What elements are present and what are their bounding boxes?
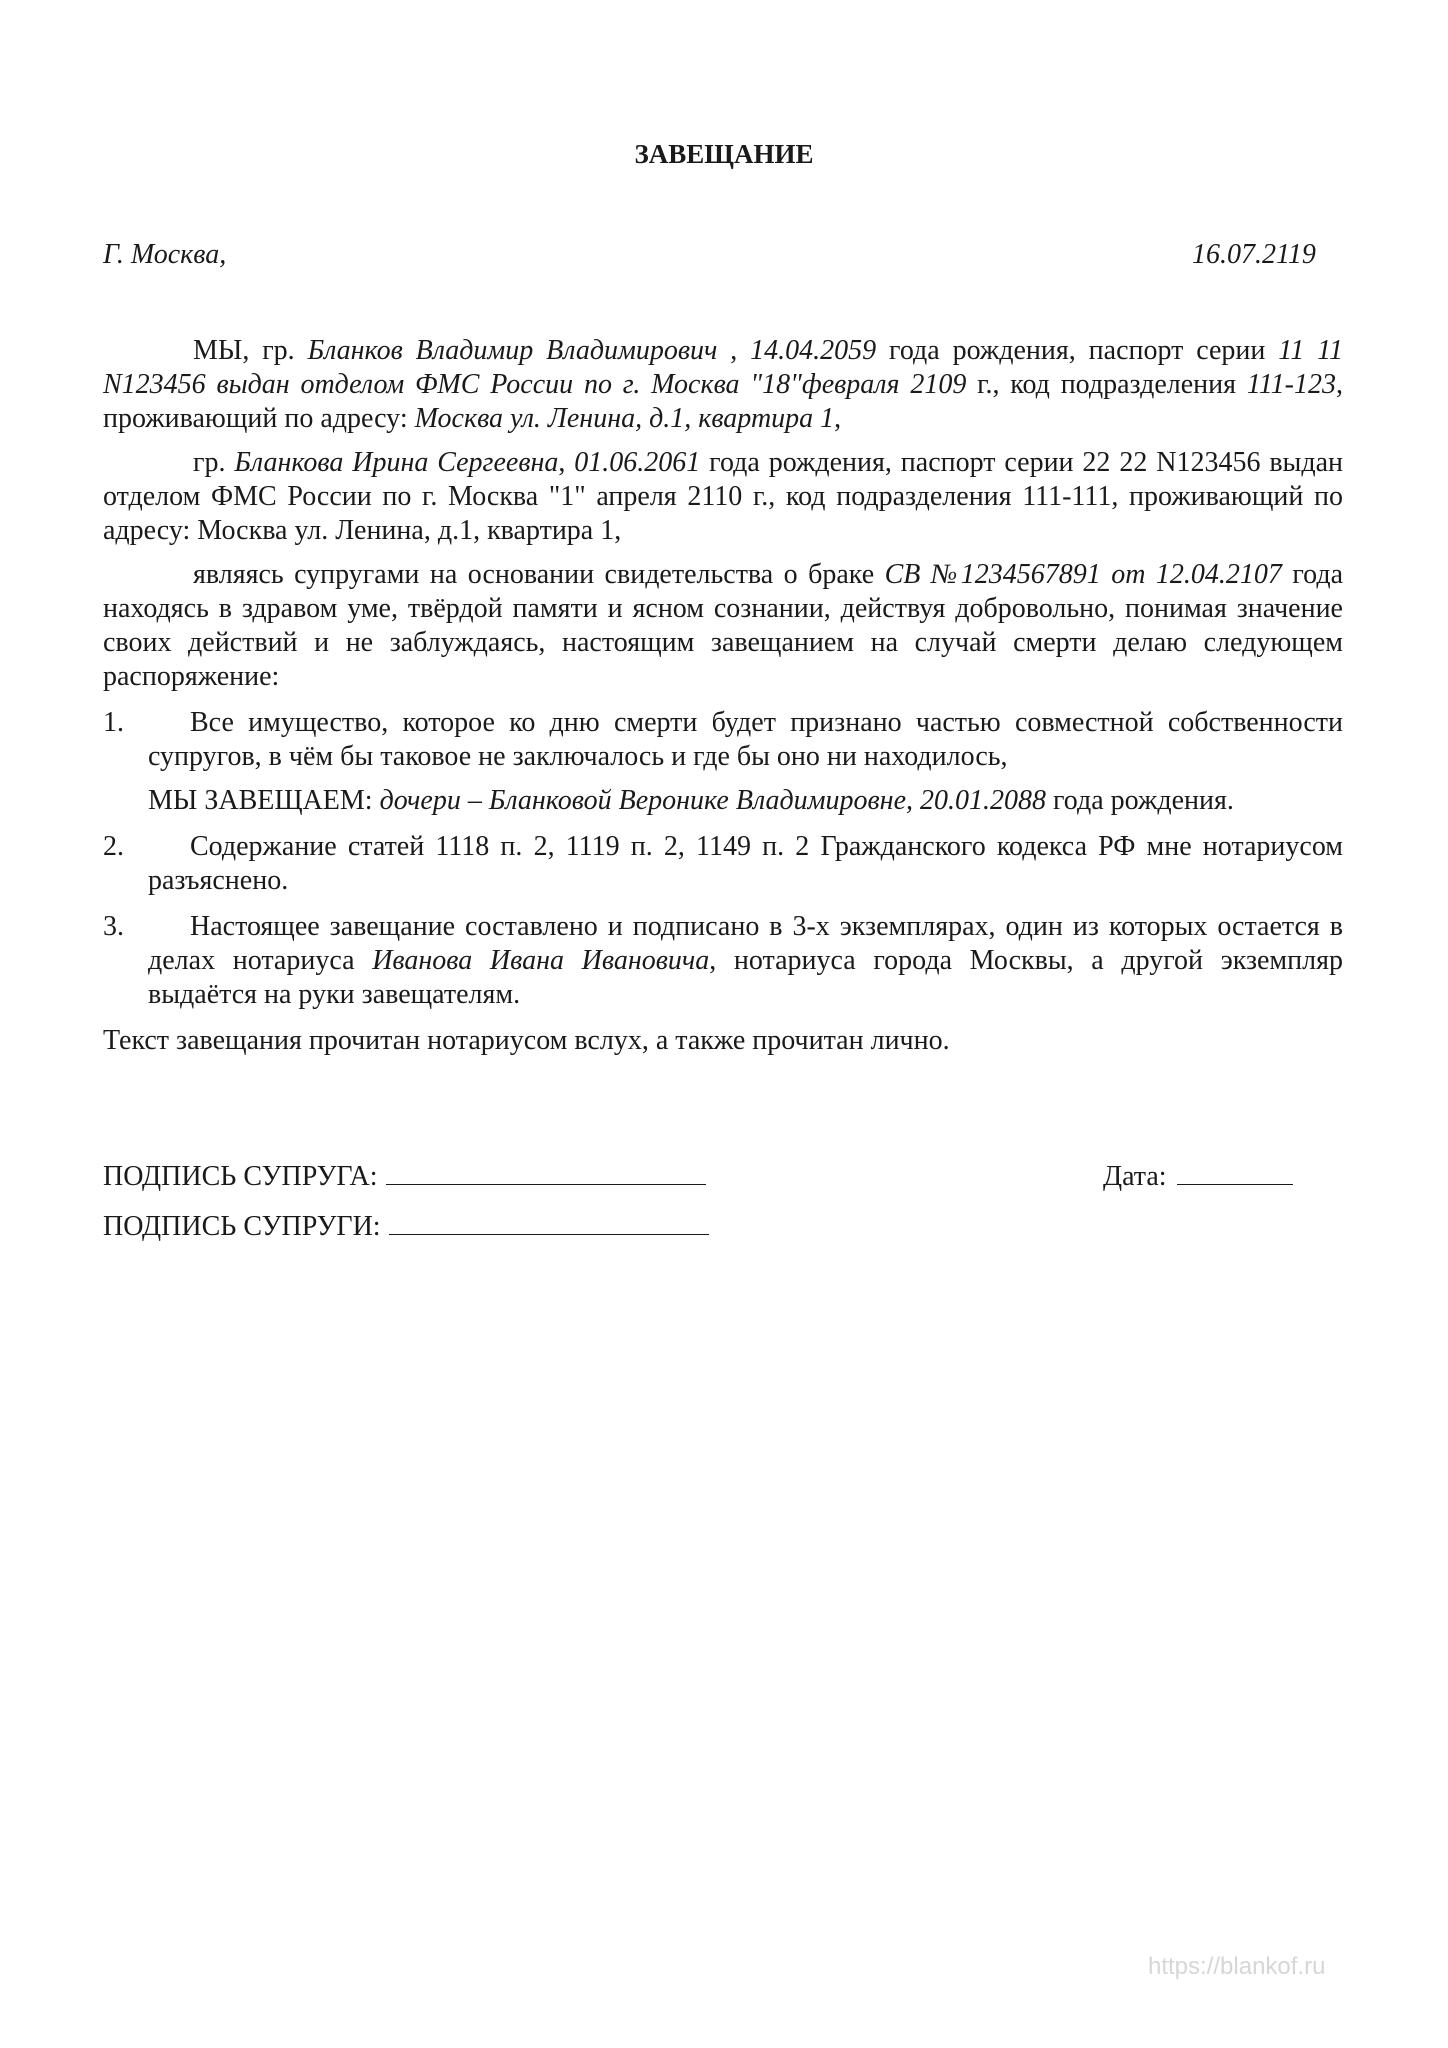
item-number: 1.	[103, 707, 124, 738]
notary-name: Иванова Ивана Ивановича	[372, 945, 710, 976]
paragraph-husband: МЫ, гр. Бланков Владимир Владимирович , 14.04.2059 года рождения, паспорт серии 11 11 N123456 выдан отделом ФМС России по г. Москва "18"февраля 2109 г., код подразделения 111-123, проживающий по адресу: Москва ул. Ленина, д.1, квартира 1,	[103, 335, 1344, 434]
item-text: Все имущество, которое ко дню смерти будет признано частью совместной собственности супругов, в чём бы таковое не заключалось и где бы оно ни находилось,	[148, 707, 1343, 772]
wife-signature-row	[103, 1208, 709, 1244]
item-text: Содержание статей 1118 п. 2, 1119 п. 2, 1149 п. 2 Гражданского кодекса РФ мне нотариусом разъяснено.	[148, 831, 1343, 896]
city: Г. Москва,	[103, 239, 227, 270]
item-text: Настоящее завещание составлено и подписано в 3-х экземплярах, один из которых остается в делах нотариуса Иванова Ивана Ивановича, нотариуса города Москвы, а другой экземпляр выдаётся на руки завещателям.	[148, 911, 1343, 1010]
wife-signature-line[interactable]	[389, 1208, 709, 1235]
husband-signature-line[interactable]	[386, 1158, 706, 1185]
bequest-clause: МЫ ЗАВЕЩАЕМ: дочери – Бланковой Веронике Владимировне, 20.01.2088 года рождения.	[148, 785, 1234, 816]
list-item	[103, 910, 1343, 1012]
husband-birthdate: 14.04.2059	[750, 335, 877, 366]
husband-signature-label: ПОДПИСЬ СУПРУГА:	[103, 1161, 378, 1192]
heir: дочери – Бланковой Веронике Владимировне, 20.01.2088	[379, 785, 1047, 816]
paragraph-wife: гр. Бланкова Ирина Сергеевна, 01.06.2061 года рождения, паспорт серии 22 22 N123456 выдан отделом ФМС России по г. Москва "1" апреля 2110 г., код подразделения 111-111, проживающий по адресу: Москва ул. Ленина, д.1, квартира 1,	[103, 447, 1344, 546]
document-date: 16.07.2119	[1192, 239, 1316, 270]
list-item	[103, 706, 1343, 774]
list-item	[103, 830, 1343, 898]
wife-name: Бланкова Ирина Сергеевна	[234, 447, 559, 478]
husband-passport: 11 11 N123456 выдан отделом ФМС России по г. Москва "18"февраля 2109	[103, 335, 1344, 400]
document-title: ЗАВЕЩАНИЕ	[634, 139, 814, 169]
item-number: 2.	[103, 831, 124, 862]
wife-birthdate: 01.06.2061	[574, 447, 701, 478]
watermark: https://blankof.ru	[1148, 1953, 1326, 1980]
husband-signature-row	[103, 1158, 706, 1194]
date-blank-line[interactable]	[1177, 1158, 1293, 1185]
husband-address: Москва ул. Ленина, д.1, квартира 1	[414, 403, 835, 434]
marriage-certificate: СВ №1234567891 от 12.04.2107	[884, 559, 1282, 590]
date-field	[1103, 1158, 1293, 1194]
husband-division-code: 111-123	[1246, 369, 1336, 400]
date-label: Дата:	[1103, 1161, 1167, 1192]
husband-name: Бланков Владимир Владимирович	[307, 335, 718, 366]
item-number: 3.	[103, 911, 124, 942]
wife-signature-label: ПОДПИСЬ СУПРУГИ:	[103, 1211, 381, 1242]
paragraph-marriage: являясь супругами на основании свидетельства о браке СВ №1234567891 от 12.04.2107 года находясь в здравом уме, твёрдой памяти и ясном сознании, действуя добровольно, понимая значение своих действий и не заблуждаясь, настоящим завещанием на случай смерти делаю следующем распоряжение:	[103, 559, 1344, 692]
final-statement: Текст завещания прочитан нотариусом вслух, а также прочитан лично.	[103, 1025, 950, 1056]
document-body	[103, 334, 1343, 1058]
